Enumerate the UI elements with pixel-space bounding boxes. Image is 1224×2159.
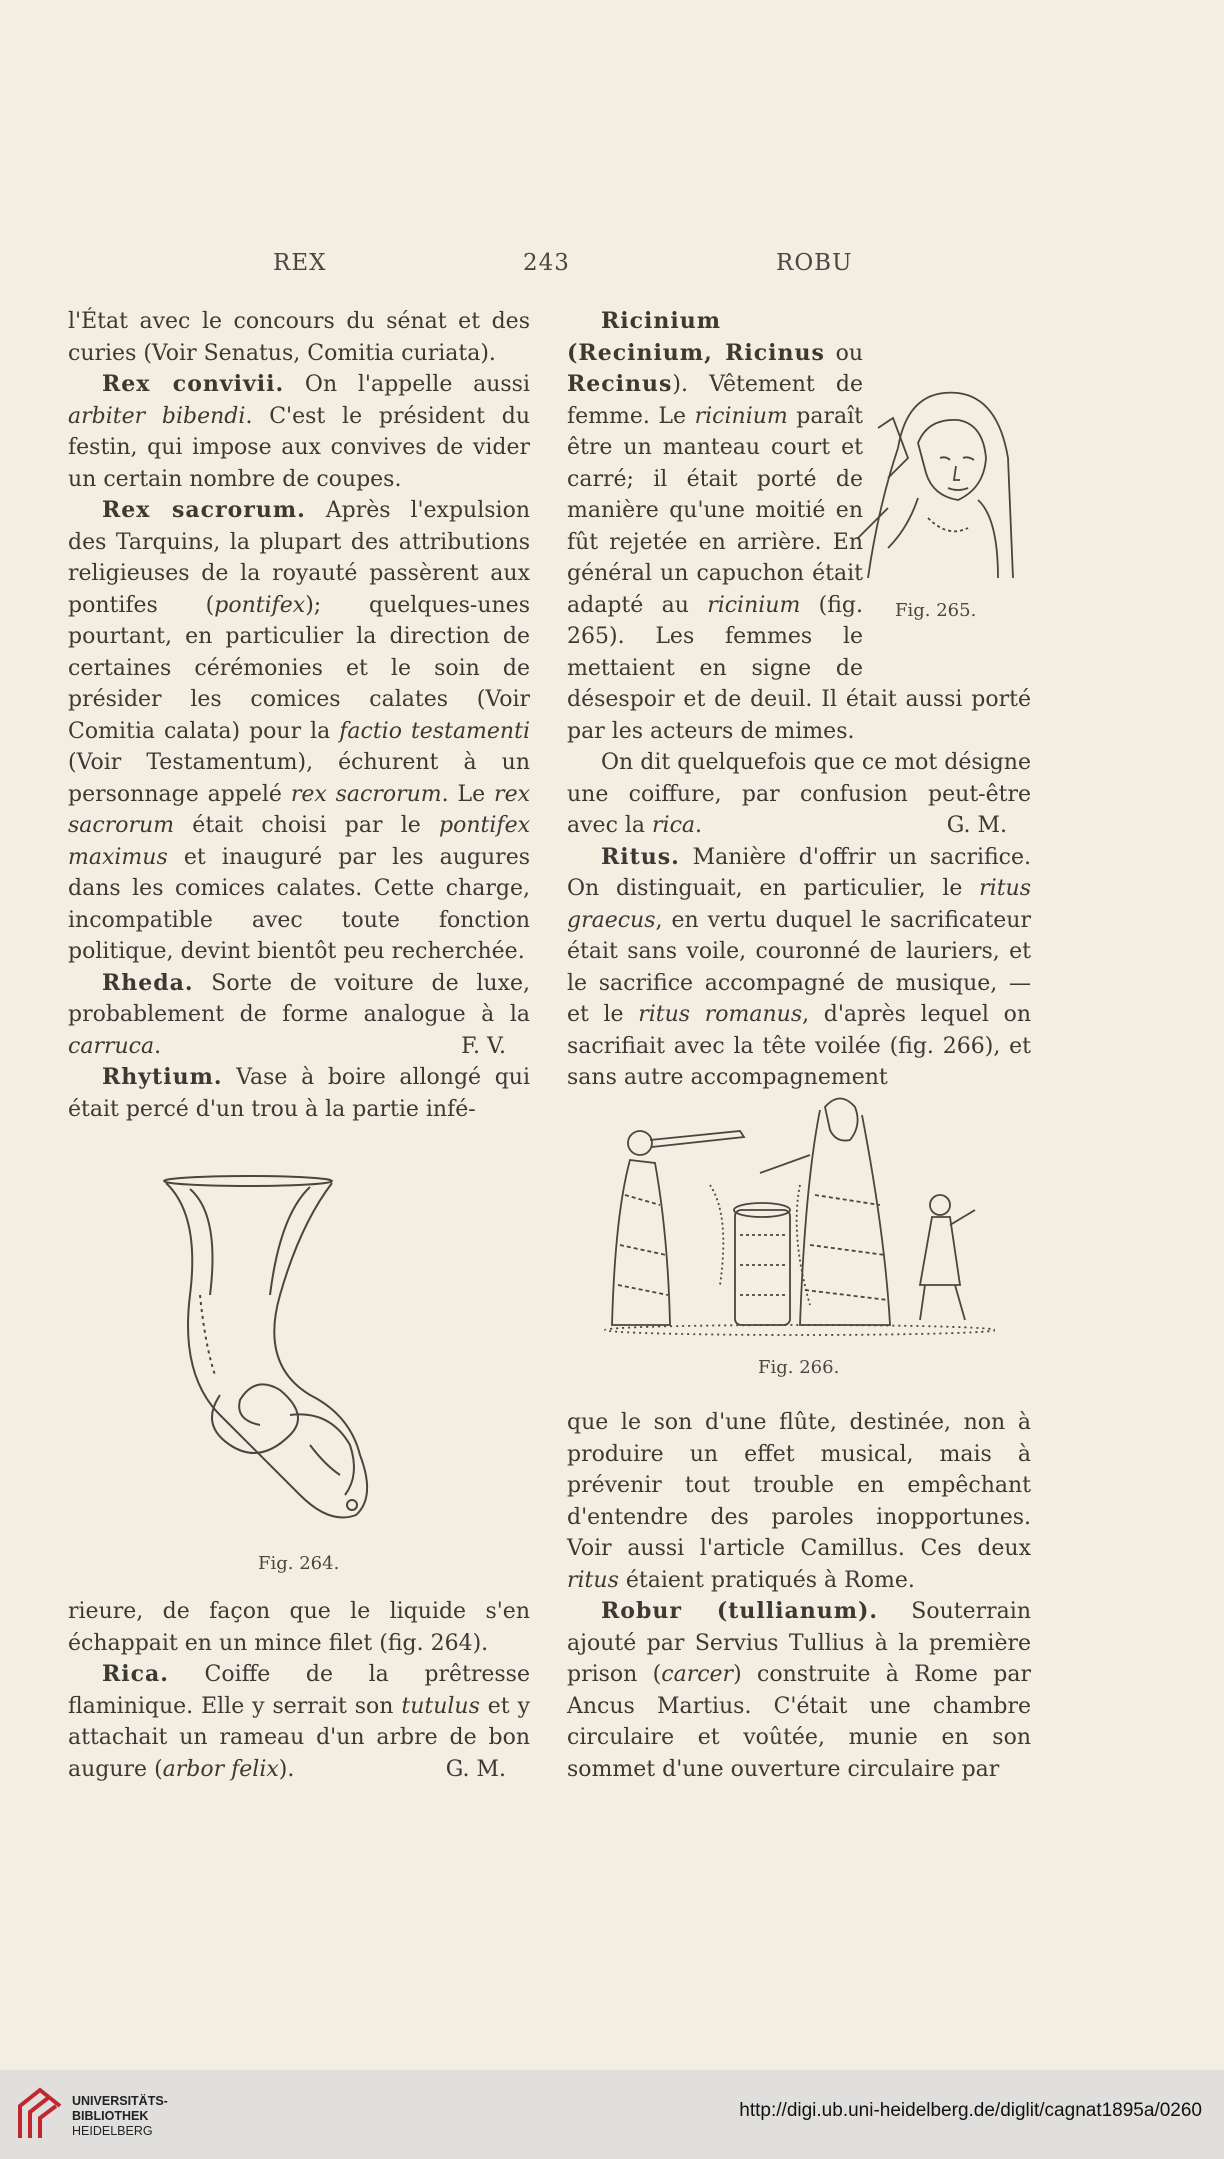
paragraph-rhytium-cont: rieure, de façon que le liquide s'en échappait en un mince filet (fig. 264). xyxy=(68,1599,530,1656)
right-column-top xyxy=(567,306,1031,1094)
headword: Ricinium (Recinium, Ricinus xyxy=(567,308,825,366)
headword: Rhytium. xyxy=(102,1064,223,1090)
page-number: 243 xyxy=(523,250,570,276)
headword: Ritus. xyxy=(601,843,680,870)
figure-265-caption: Fig. 265. xyxy=(895,600,977,621)
left-column-bottom xyxy=(68,1596,530,1785)
author-signature: G. M. xyxy=(445,1756,506,1782)
library-name: UNIVERSITÄTS- BIBLIOTHEK HEIDELBERG xyxy=(72,2094,168,2138)
figure-266-caption: Fig. 266. xyxy=(758,1357,840,1378)
headword: Rheda. xyxy=(102,969,194,996)
entry-robur: Robur (tullianum). Souterrain ajouté par Servius Tullius à la première prison (carcer) construite à Rome par Ancus Martius. C'était une chambre circulaire et voûtée, munie en son sommet d'une ouverture circulaire par xyxy=(567,1598,1031,1782)
author-signature: F. V. xyxy=(461,1033,506,1059)
figure-264-rhyton xyxy=(160,1175,460,1540)
paragraph-ricinium-2: On dit quelquefois que ce mot désigne une coiffure, par confusion peut-être avec la rica. G. M. xyxy=(567,747,1031,842)
entry-rex-convivii: Rex convivii. On l'appelle aussi arbiter bibendi. C'est le président du festin, qui impose aux convives de vider un certain nombre de coupes. xyxy=(68,371,530,492)
entry-rheda: Rheda. Sorte de voiture de luxe, probablement de forme analogue à la carruca. F. V. xyxy=(68,968,530,1063)
right-column-bottom xyxy=(567,1407,1031,1785)
left-column-top xyxy=(68,306,530,1125)
running-head-left: REX xyxy=(273,250,327,276)
headword: Rex sacrorum. xyxy=(102,497,306,523)
entry-rica: Rica. Coiffe de la prêtresse flaminique. Elle y serrait son tutulus et y attachait un rameau d'un arbre de bon augure (arbor felix). G. M. xyxy=(68,1659,530,1785)
entry-rex-sacrorum: Rex sacrorum. Après l'expulsion des Tarquins, la plupart des attributions religieuses de la royauté passèrent aux pontifes (pontifex); quelques-unes pourtant, en particulier la direction de certaines cérémonies et le soin de présider les comices calates (Voir Comitia calata) pour la factio testamenti (Voir Testamentum), échurent à un personnage appelé rex sacrorum. Le rex sacrorum était choisi par le pontifex maximus et inauguré par les augures dans les comices calates. Cette charge, incompatible avec toute fonction politique, devint bientôt peu recherchée. xyxy=(68,497,530,964)
entry-rhytium: Rhytium. Vase à boire allongé qui était percé d'un trou à la partie infé- xyxy=(68,1064,530,1122)
figure-265-wrap xyxy=(863,374,1031,684)
paragraph-etat: l'État avec le concours du sénat et des curies (Voir Senatus, Comitia curiata). xyxy=(68,309,530,366)
entry-ritus: Ritus. Manière d'offrir un sacrifice. On distinguait, en particulier, le ritus graecus, en vertu duquel le sacrificateur était sans voile, couronné de lauriers, et le sacrifice accompagné de musique, — et le ritus romanus, d'après lequel on sacrifiait avec la tête voilée (fig. 266), et sans autre accompagnement xyxy=(567,843,1032,1090)
headword: Rica. xyxy=(102,1661,169,1687)
running-head-right: ROBU xyxy=(776,250,853,276)
author-signature: G. M. xyxy=(946,813,1007,838)
headword: Rex convivii. xyxy=(102,371,285,397)
library-footer xyxy=(0,2070,1224,2159)
university-library-logo-icon xyxy=(14,2086,66,2142)
entry-ricinium: Ricinium (Recinium, Ricinus ou Recinus). Vêtement de femme. Le ricinium paraît être un manteau court et carré; il était porté de manière qu'une moitié en fût rejetée en arrière. En général un capuchon était adapté au ricinium (fig. 265). Les femmes le mettaient en signe de désespoir et de deuil. Il était aussi porté par les acteurs de mimes. xyxy=(567,308,1031,744)
figure-264-caption: Fig. 264. xyxy=(258,1553,340,1574)
figure-266-sacrifice-scene xyxy=(600,1085,995,1345)
paragraph-ritus-cont: que le son d'une flûte, destinée, non à produire un effet musical, mais à prévenir tout trouble en empêchant d'entendre des paroles inopportunes. Voir aussi l'article Camillus. Ces deux ritus étaient pratiqués à Rome. xyxy=(567,1410,1031,1593)
source-url-link[interactable]: http://digi.ub.uni-heidelberg.de/diglit/cagnat1895a/0260 xyxy=(739,2100,1202,2121)
headword: Robur (tullianum). xyxy=(601,1598,879,1624)
